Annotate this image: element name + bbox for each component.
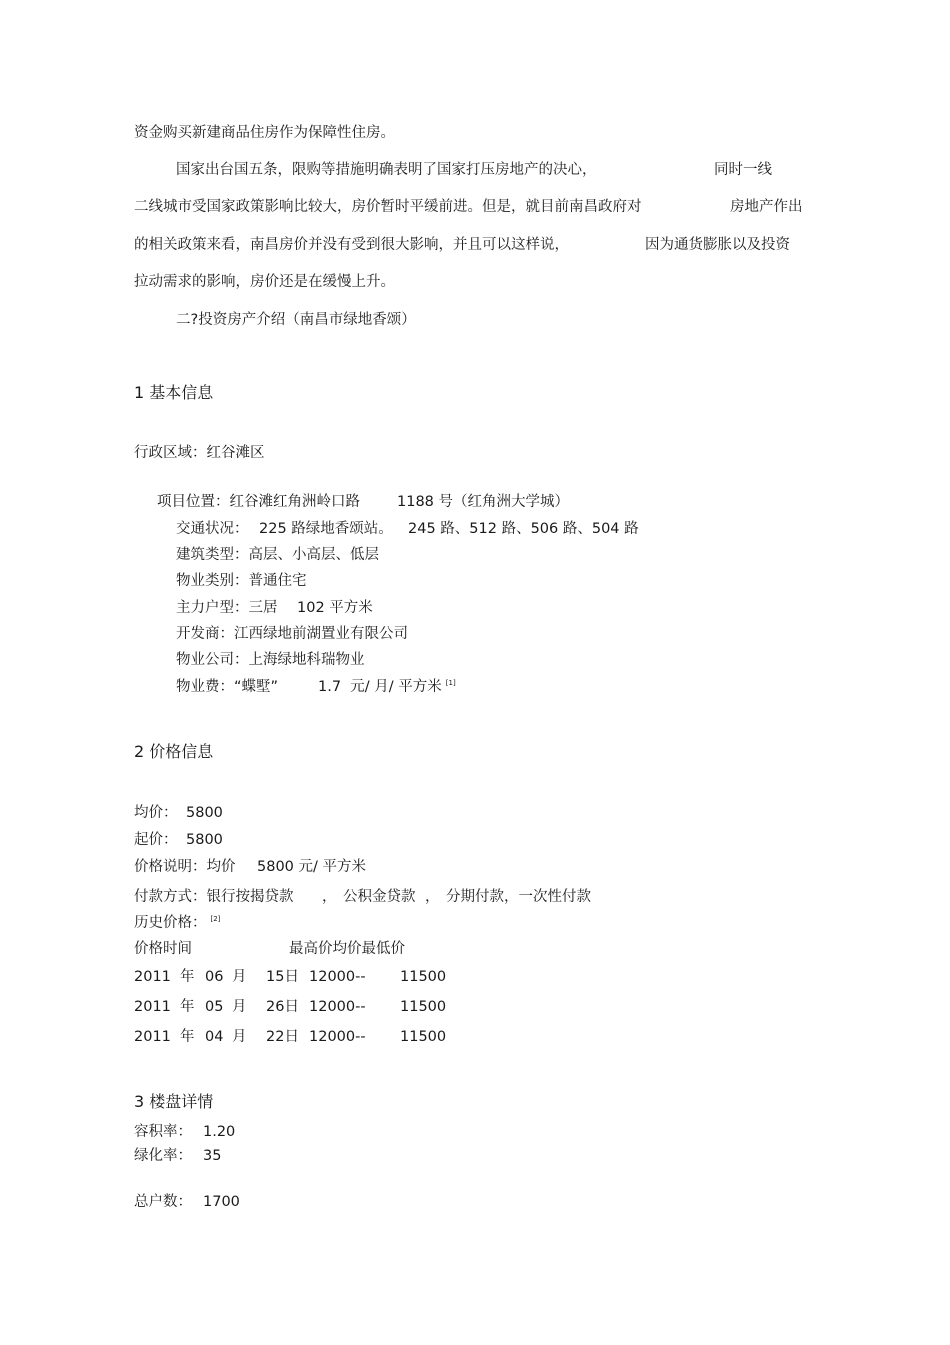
payment-provident: 公积金贷款: [343, 889, 416, 905]
paragraph-line-6: 二?投资房产介绍（南昌市绿地香颂）: [176, 312, 416, 328]
start-price-label: 起价：: [134, 832, 178, 848]
paragraph-line-2b: 同时一线: [714, 162, 772, 178]
payment-label: 付款方式：银行按揭贷款: [134, 889, 294, 905]
row-low: 11500: [400, 1029, 447, 1045]
row-high: 12000--: [309, 969, 366, 985]
history-price-label: 历史价格：: [134, 915, 207, 931]
table-header-time: 价格时间: [134, 941, 192, 957]
payment-sep-2: ，: [425, 889, 440, 905]
location-label: 项目位置：红谷滩红角洲岭口路: [157, 494, 360, 510]
row-year-unit: 年: [180, 969, 195, 985]
row-month-unit: 月: [232, 999, 247, 1015]
property-fee-label: 物业费：“蝶墅”: [176, 679, 279, 695]
price-desc-value: 5800 元/ 平方米: [257, 859, 367, 875]
households-value: 1700: [203, 1194, 240, 1210]
district-line: 行政区域：红谷滩区: [134, 445, 265, 461]
paragraph-line-5: 拉动需求的影响，房价还是在缓慢上升。: [134, 274, 395, 290]
table-header-prices: 最高价均价最低价: [289, 941, 405, 957]
paragraph-line-2a: 国家出台国五条，限购等措施明确表明了国家打压房地产的决心，: [176, 162, 597, 178]
paragraph-line-3a: 二线城市受国家政策影响比较大，房价暂时平缓前进。但是，就目前南昌政府对: [134, 199, 642, 215]
property-fee-amount: 1.7 元/ 月/ 平方米: [318, 679, 442, 695]
row-day: 26日: [266, 999, 299, 1015]
row-month: 04: [205, 1029, 224, 1045]
payment-other: 分期付款，一次性付款: [446, 889, 591, 905]
green-rate-value: 35: [203, 1148, 222, 1164]
green-rate-label: 绿化率：: [134, 1148, 192, 1164]
property-category-line: 物业类别：普通住宅: [176, 573, 307, 589]
footnote-ref-1: [1]: [445, 679, 456, 688]
plot-ratio-label: 容积率：: [134, 1124, 192, 1140]
row-day: 22日: [266, 1029, 299, 1045]
row-year-unit: 年: [180, 1029, 195, 1045]
row-year-unit: 年: [180, 999, 195, 1015]
location-value: 1188 号（红角洲大学城）: [397, 494, 570, 510]
developer-line: 开发商：江西绿地前湖置业有限公司: [176, 626, 408, 642]
row-high: 12000--: [309, 999, 366, 1015]
section-heading-price-info: 2 价格信息: [134, 742, 214, 761]
payment-sep-1: ，: [322, 889, 337, 905]
paragraph-line-1: 资金购买新建商品住房作为保障性住房。: [134, 125, 395, 141]
row-year: 2011: [134, 969, 171, 985]
row-month: 05: [205, 999, 224, 1015]
paragraph-line-4b: 因为通货膨胀以及投资: [645, 237, 790, 253]
row-low: 11500: [400, 969, 447, 985]
section-heading-basic-info: 1 基本信息: [134, 383, 214, 402]
paragraph-line-4a: 的相关政策来看，南昌房价并没有受到很大影响，并且可以这样说，: [134, 237, 569, 253]
paragraph-line-3b: 房地产作出: [730, 199, 803, 215]
row-high: 12000--: [309, 1029, 366, 1045]
row-month-unit: 月: [232, 1029, 247, 1045]
plot-ratio-value: 1.20: [203, 1124, 236, 1140]
row-day: 15日: [266, 969, 299, 985]
history-price-line: [134, 916, 220, 931]
traffic-value-1: 225 路绿地香颂站。: [259, 521, 393, 537]
start-price-value: 5800: [186, 832, 223, 848]
main-unit-value: 102 平方米: [297, 600, 373, 616]
main-unit-label: 主力户型：三居: [176, 600, 278, 616]
avg-price-label: 均价：: [134, 805, 178, 821]
row-low: 11500: [400, 999, 447, 1015]
row-month-unit: 月: [232, 969, 247, 985]
traffic-value-2: 245 路、512 路、506 路、504 路: [408, 521, 639, 537]
section-heading-estate-details: 3 楼盘详情: [134, 1092, 214, 1111]
building-type-line: 建筑类型：高层、小高层、低层: [176, 547, 379, 563]
property-company-line: 物业公司：上海绿地科瑞物业: [176, 652, 365, 668]
row-year: 2011: [134, 999, 171, 1015]
avg-price-value: 5800: [186, 805, 223, 821]
property-fee-value: [318, 680, 456, 695]
traffic-label: 交通状况：: [176, 521, 249, 537]
footnote-ref-2: [2]: [210, 915, 221, 924]
price-desc-label: 价格说明：均价: [134, 859, 236, 875]
row-year: 2011: [134, 1029, 171, 1045]
households-label: 总户数：: [134, 1194, 192, 1210]
row-month: 06: [205, 969, 224, 985]
